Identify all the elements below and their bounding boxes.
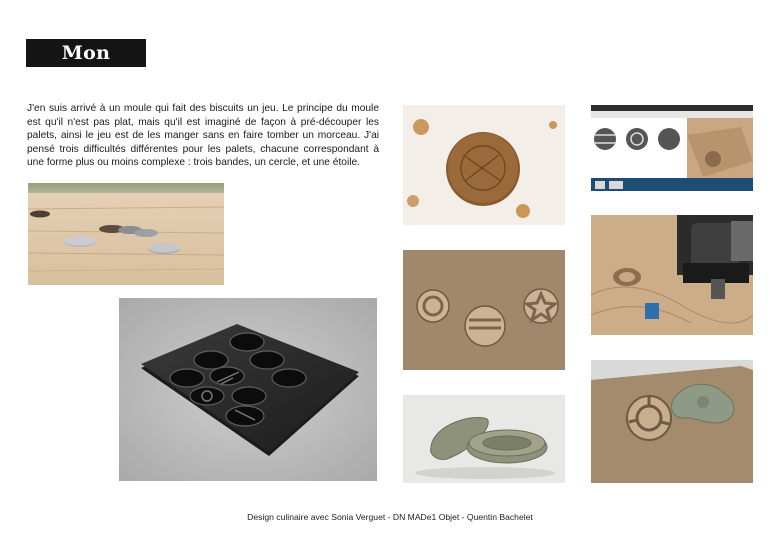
photo-clay-palets	[403, 395, 565, 483]
screenshot-cnc-software	[591, 105, 753, 191]
photo-board-with-clay	[591, 360, 753, 483]
photo-baked-biscuit	[403, 105, 565, 225]
photo-cut-wooden-board	[403, 250, 565, 370]
render-mold-3d	[119, 298, 377, 481]
project-description: J'en suis arrivé à un moule qui fait des biscuits un jeu. Le principe du moule est qu'il n'est pas plat, mais qu'il est imaginé de façon à pré-découper les palets, ainsi le jeu est de les manger sans en faire tomber un morceau. J'ai pensé trois difficultés différentes pour les palets, chacune correspondant à une forme plus ou moins complexe : trois bandes, un cercle, et une étoile.	[27, 103, 379, 169]
photo-cnc-machine	[591, 215, 753, 335]
page-title: Mon projet	[26, 39, 146, 67]
page-footer: Design culinaire avec Sonia Verguet - DN MADe1 Objet - Quentin Bachelet	[247, 512, 533, 522]
photo-palets-on-wood	[28, 183, 224, 285]
